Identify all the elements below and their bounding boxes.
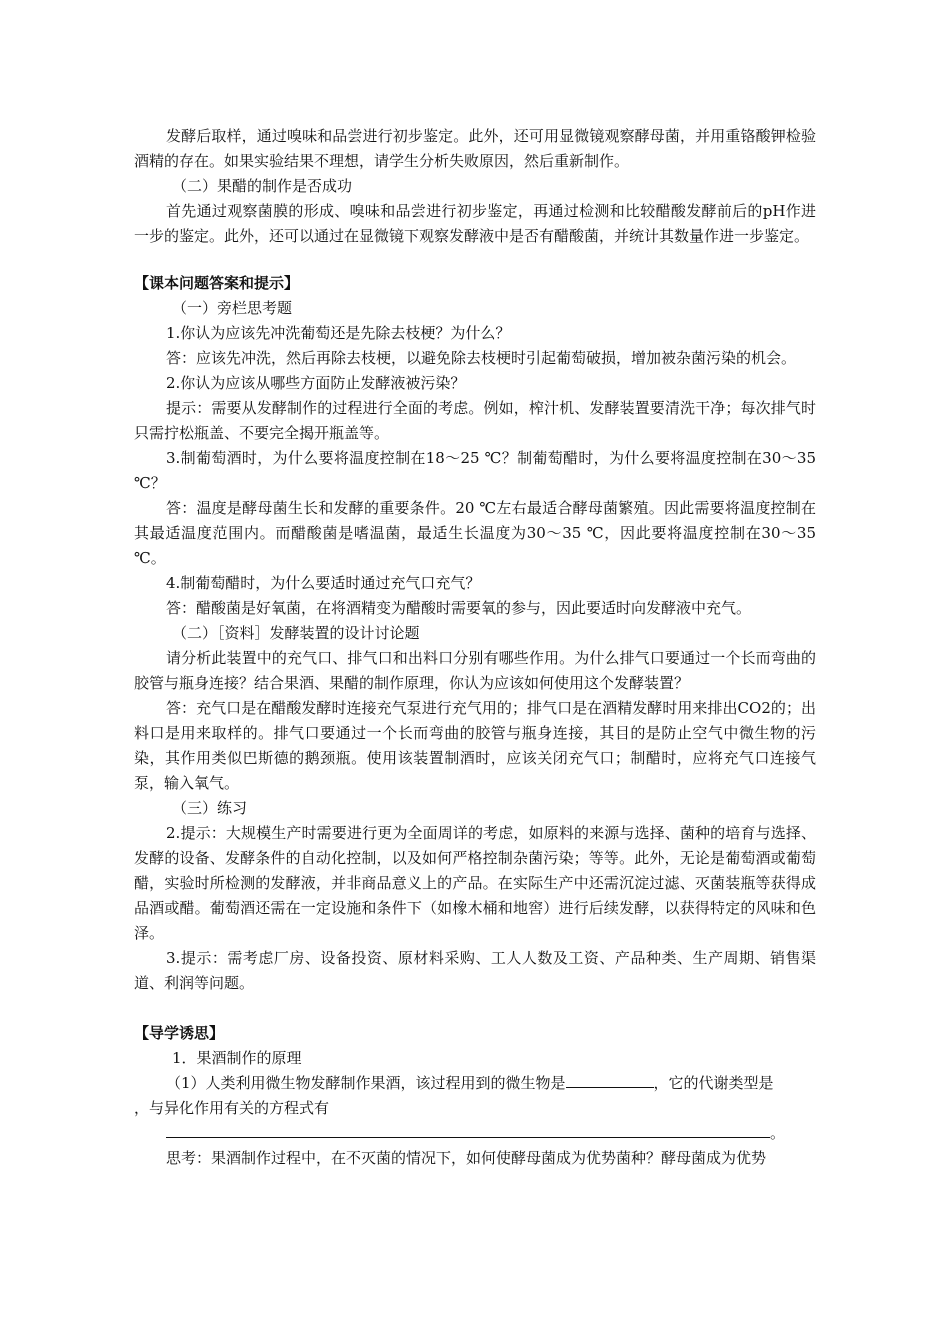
fill-blank-microbe[interactable]: [566, 1071, 654, 1088]
exercise-3-hint: 3.提示：需考虑厂房、设备投资、原材料采购、工人人数及工资、产品种类、生产周期、销售渠道、利润等问题。: [134, 949, 816, 992]
exercise-2-hint: 2.提示：大规模生产时需要进行更为全面周详的考虑，如原料的来源与选择、菌种的培育与选择、发酵的设备、发酵条件的自动化控制，以及如何严格控制杂菌污染；等等。此外，无论是葡萄酒或葡萄醋，实验时所检测的发酵液，并非商品意义上的产品。在实际生产中还需沉淀过滤、灭菌装瓶等获得成品酒或醋。葡萄酒还需在一定设施和条件下（如橡木桶和地窖）进行后续发酵，以获得特定的风味和色泽。: [134, 824, 816, 942]
think-question: 思考：果酒制作过程中，在不灭菌的情况下，如何使酵母菌成为优势菌种？酵母菌成为优势: [166, 1149, 767, 1167]
answer-4: 答：醋酸菌是好氧菌，在将酒精变为醋酸时需要氧的参与，因此要适时向发酵液中充气。: [166, 599, 752, 617]
discussion-question: 请分析此装置中的充气口、排气口和出料口分别有哪些作用。为什么排气口要通过一个长而弯曲的胶管与瓶身连接？结合果酒、果醋的制作原理，你认为应该如何使用这个发酵装置？: [134, 649, 816, 692]
spacer: [134, 249, 816, 271]
answer-2: 提示：需要从发酵制作的过程进行全面的考虑。例如，榨汁机、发酵装置要清洗干净；每次排气时只需拧松瓶盖、不要完全揭开瓶盖等。: [134, 399, 816, 442]
document-page: [134, 124, 816, 1171]
question-1: 1.你认为应该先冲洗葡萄还是先除去枝梗？为什么？: [166, 324, 511, 342]
spacer: [134, 996, 816, 1021]
subheading-vinegar-success: （二）果醋的制作是否成功: [172, 177, 353, 195]
section-heading-guided-study: 【导学诱思】: [134, 1024, 225, 1042]
discussion-answer: 答：充气口是在醋酸发酵时连接充气泵进行充气用的；排气口是在酒精发酵时用来排出CO2的；出料口是用来取样的。排气口要通过一个长而弯曲的胶管与瓶身连接，其目的是防止空气中微生物的污染，其作用类似巴斯德的鹅颈瓶。使用该装置制酒时，应该关闭充气口；制醋时，应将充气口连接气泵，输入氧气。: [134, 699, 816, 792]
equation-line: [134, 1121, 816, 1146]
fill-text-c: ，与异化作用有关的方程式有: [134, 1099, 330, 1117]
fill-text-a: （1）人类利用微生物发酵制作果酒，该过程用到的微生物是: [166, 1074, 566, 1092]
answer-1: 答：应该先冲洗，然后再除去枝梗，以避免除去枝梗时引起葡萄破损，增加被杂菌污染的机会。: [166, 349, 797, 367]
paragraph-yeast-identification: 发酵后取样，通过嗅味和品尝进行初步鉴定。此外，还可用显微镜观察酵母菌，并用重铬酸钾检验酒精的存在。如果实验结果不理想，请学生分析失败原因，然后重新制作。: [134, 127, 816, 170]
subheading-device-discussion: （二）［资料］发酵装置的设计讨论题: [172, 624, 420, 642]
equation-end: 。: [770, 1124, 786, 1142]
subheading-sidebar-questions: （一）旁栏思考题: [172, 299, 293, 317]
fill-text-b: ，它的代谢类型是: [653, 1074, 774, 1092]
question-3: 3.制葡萄酒时，为什么要将温度控制在18～25 ℃？制葡萄醋时，为什么要将温度控制在30～35 ℃？: [134, 449, 816, 492]
section-heading-answers: 【课本问题答案和提示】: [134, 274, 300, 292]
question-4: 4.制葡萄醋时，为什么要适时通过充气口充气？: [166, 574, 481, 592]
fill-blank-equation[interactable]: [166, 1123, 770, 1138]
guide-item-1: 1．果酒制作的原理: [172, 1049, 302, 1067]
guide-fill-question: [134, 1071, 816, 1121]
subheading-exercises: （三）练习: [172, 799, 248, 817]
answer-3: 答：温度是酵母菌生长和发酵的重要条件。20 ℃左右最适合酵母菌繁殖。因此需要将温度控制在其最适温度范围内。而醋酸菌是嗜温菌，最适生长温度为30～35 ℃，因此要将温度控制在30～35 ℃。: [134, 499, 816, 567]
question-2: 2.你认为应该从哪些方面防止发酵液被污染？: [166, 374, 466, 392]
paragraph-vinegar-identification: 首先通过观察菌膜的形成、嗅味和品尝进行初步鉴定，再通过检测和比较醋酸发酵前后的pH作进一步的鉴定。此外，还可以通过在显微镜下观察发酵液中是否有醋酸菌，并统计其数量作进一步鉴定。: [134, 202, 816, 245]
